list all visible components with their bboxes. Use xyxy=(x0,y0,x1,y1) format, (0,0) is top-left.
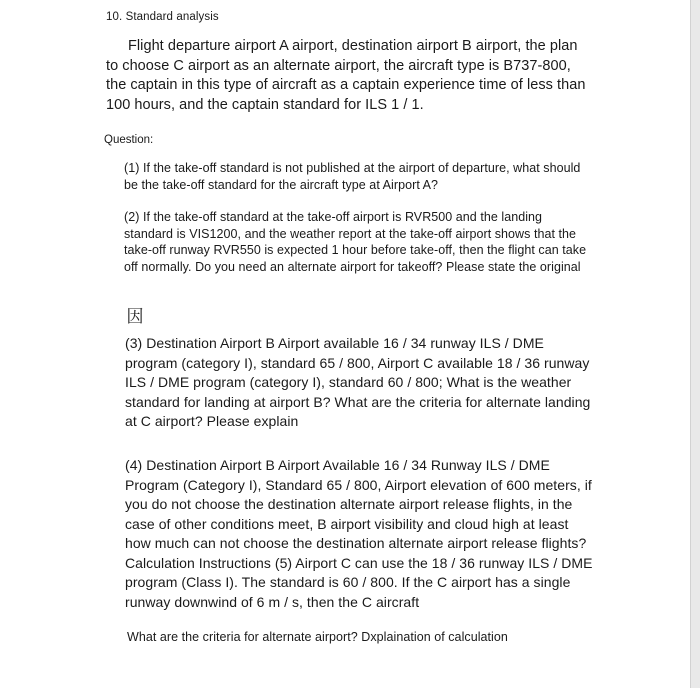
question-label: Question: xyxy=(104,134,154,146)
question-3: (3) Destination Airport B Airport available 16 / 34 runway ILS / DME program (category I), standard 65 / 800, Airport C available 18 / 36 runway ILS / DME program (category I), standard 60 / 800; What is the weather standard for landing at airport B? What are the criteria for alternate landing at C airport? Please explain xyxy=(125,335,591,429)
question-2: (2) If the take-off standard at the take-off airport is RVR500 and the landing standard is VIS1200, and the weather report at the take-off airport shows that the take-off runway RVR550 is expected 1 hour before take-off, then the flight can take off normally. Do you need an alternate airport for takeoff? Please state the original xyxy=(124,210,587,274)
question-4: (4) Destination Airport B Airport Available 16 / 34 Runway ILS / DME Program (Category I), Standard 65 / 800, Airport elevation of 600 meters, if you do not choose the destination alternate airport release flights, in the case of other conditions meet, B airport visibility and cloud high at least how much can not choose the destination alternate airport release flights? Calculation Instructions (5) Airport C can use the 18 / 36 runway ILS / DME program (Class I). The standard is 60 / 800. If the C airport has a single runway downwind of 6 m / s, then the C aircraft xyxy=(125,457,593,610)
question-1: (1) If the take-off standard is not published at the airport of departure, what should be the take-off standard for the aircraft type at Airport A? xyxy=(124,161,581,192)
intro-paragraph: Flight departure airport A airport, destination airport B airport, the plan to choose C airport as an alternate airport, the aircraft type is B737-800, the captain in this type of aircraft as a captain experience time of less than 100 hours, and the captain standard for ILS 1 / 1. xyxy=(106,38,586,113)
page-right-edge xyxy=(690,0,700,688)
section-heading: 10. Standard analysis xyxy=(106,11,219,23)
stray-glyph: 因 xyxy=(126,307,144,327)
trailing-question: What are the criteria for alternate airport? Dxplaination of calculation xyxy=(127,630,508,644)
